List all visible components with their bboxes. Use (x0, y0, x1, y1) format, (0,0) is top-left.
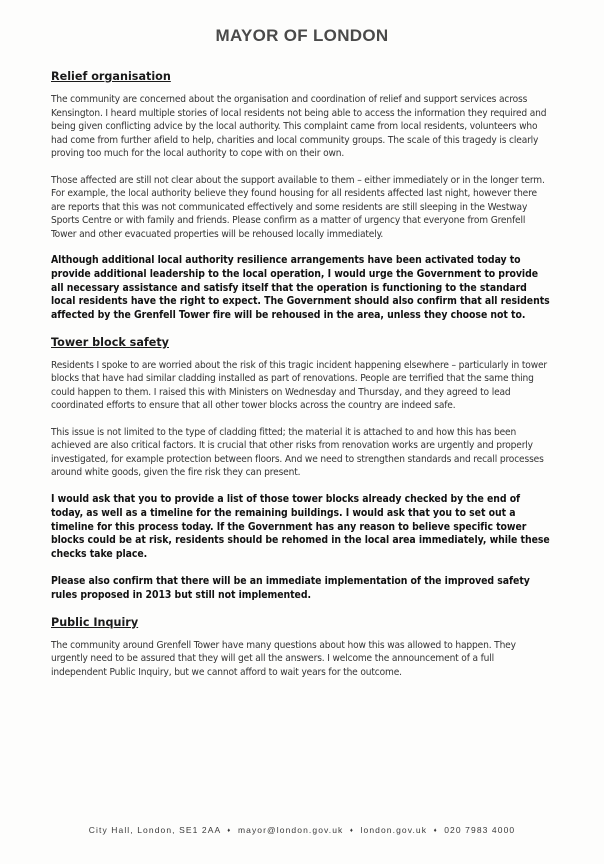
paragraph: The community are concerned about the organisation and coordination of relief and support services across Kensington. I heard multiple stories of local residents not being able to access the information they required and being given conflicting advice by the local authority. This complaint came from local residents, volunteers who had come from further afield to help, charities and local community groups. The scale of this tragedy is clearly proving too much for the local authority to cope with on their own. (51, 94, 547, 159)
heading-tower-block-safety: Tower block safety (51, 335, 169, 349)
heading-public-inquiry: Public Inquiry (51, 615, 139, 629)
letter-footer (0, 825, 604, 835)
paragraph: Residents I spoke to are worried about the risk of this tragic incident happening elsewhere – particularly in tower blocks that have had similar cladding installed as part of renovations. People are terrified that the same thing could happen to them. I raised this with Ministers on Wednesday and Thursday, and they agreed to lead coordinated efforts to ensure that all other tower blocks across the country are indeed safe. (51, 359, 547, 412)
diamond-separator-icon: ♦ (227, 827, 232, 834)
letterhead-title: MAYOR OF LONDON (215, 26, 389, 45)
heading-relief-organisation: Relief organisation (51, 70, 171, 83)
diamond-separator-icon: ♦ (433, 827, 438, 834)
footer-website: london.gov.uk (360, 825, 428, 835)
paragraph: The community around Grenfell Tower have many questions about how this was allowed to happen. They urgently need to be assured that they will get all the answers. I welcome the announcement of a full independent Public Inquiry, but we cannot afford to wait years for the outcome. (51, 639, 516, 678)
paragraph: Those affected are still not clear about the support available to them – either immediately or in the longer term. For example, the local authority believe they found housing for all residents affected last night, however there are reports that this was not communicated effectively and some residents are still sleeping in the Westway Sports Centre or with family and friends. Please confirm as a matter of urgency that everyone from Grenfell Tower and other evacuated properties will be rehoused locally immediately. (51, 174, 545, 240)
footer-address: City Hall, London, SE1 2AA (88, 825, 221, 835)
paragraph: This issue is not limited to the type of cladding fitted; the material it is attached to and how this has been achieved are also critical factors. It is crucial that other risks from renovation works are urgently and properly investigated, for example protection between floors. And we need to strengthen standards and recall processes around white goods, given the fire risk they can present. (51, 426, 544, 479)
footer-email: mayor@london.gov.uk (237, 825, 344, 835)
paragraph-bold: Although additional local authority resilience arrangements have been activated today to provide additional leadership to the local operation, I would urge the Government to provide all necessary assistance and satisfy itself that the operation is functioning to the standard local residents have the right to expect. The Government should also confirm that all residents affected by the Grenfell Tower fire will be rehoused in the area, unless they choose not to. (51, 254, 550, 322)
paragraph-bold: I would ask that you to provide a list of those tower blocks already checked by the end of today, as well as a timeline for the remaining buildings. I would ask that you to set out a timeline for this process today. If the Government has any reason to believe specific tower blocks could be at risk, residents should be rehomed in the local area immediately, while these checks take place. (51, 492, 550, 561)
paragraph-bold: Please also confirm that there will be an immediate implementation of the improved safety rules proposed in 2013 but still not implemented. (51, 574, 530, 601)
footer-phone: 020 7983 4000 (444, 825, 516, 835)
letter-body (51, 70, 551, 692)
diamond-separator-icon: ♦ (349, 827, 355, 834)
